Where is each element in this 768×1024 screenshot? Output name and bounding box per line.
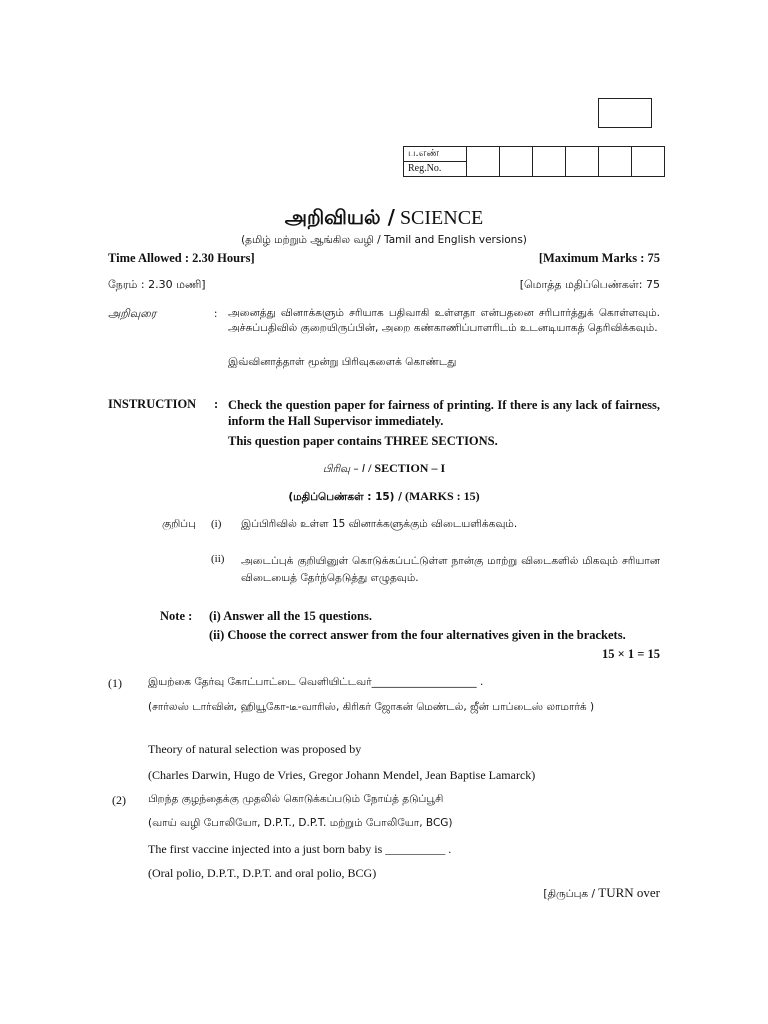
reg-digit-cell xyxy=(599,147,632,177)
instruction-label-english: INSTRUCTION xyxy=(108,397,197,411)
question-number: (1) xyxy=(108,676,122,690)
instruction-sections-english: This question paper contains THREE SECTIONS. xyxy=(228,434,498,448)
instruction-colon: : xyxy=(214,397,219,411)
question-tamil: இயற்கை தேர்வு கோட்பாட்டை வெளியிட்டவர்____________________ . xyxy=(148,676,484,688)
instruction-sections-tamil: இவ்வினாத்தாள் மூன்று பிரிவுகளைக் கொண்டது xyxy=(228,356,457,368)
reg-number-grid xyxy=(403,146,665,177)
section-title-english: / SECTION – I xyxy=(368,461,446,475)
score-formula: 15 × 1 = 15 xyxy=(602,647,660,661)
reg-digit-cell xyxy=(467,147,500,177)
reg-digit-cell xyxy=(500,147,533,177)
note-english-i: (i) Answer all the 15 questions. xyxy=(209,609,372,623)
instruction-label-tamil: அறிவுரை xyxy=(108,307,157,320)
turn-over-english: TURN over xyxy=(598,885,660,900)
title-tamil: அறிவியல் / xyxy=(284,205,395,229)
question-number: (2) xyxy=(112,793,126,807)
note-tamil-i-number: (i) xyxy=(211,518,222,530)
time-allowed: Time Allowed : 2.30 Hours] xyxy=(108,251,255,265)
reg-label-tamil: ப.எண் xyxy=(404,147,467,162)
question-options-tamil: (வாய் வழி போலியோ, D.P.T., D.P.T. மற்றும் போலியோ, BCG) xyxy=(148,817,453,829)
page-code-box xyxy=(598,98,652,128)
subtitle: (தமிழ் மற்றும் ஆங்கில வழி / Tamil and English versions) xyxy=(241,234,527,246)
instruction-text-english: Check the question paper for fairness of printing. If there is any lack of fairness, inform the Hall Supervisor immediately. xyxy=(228,398,660,428)
reg-digit-cell xyxy=(566,147,599,177)
section-marks-tamil: (மதிப்பெண்கள் : 15) / xyxy=(288,491,402,503)
question-english: The first vaccine injected into a just born baby is __________ . xyxy=(148,842,452,856)
reg-digit-cell xyxy=(533,147,566,177)
note-tamil-ii: அடைப்புக் குறியினுள் கொடுக்கப்பட்டுள்ள நான்கு மாற்று விடைகளில் மிகவும் சரியான விடையைத் தேர்ந்தெடுத்து எழுதவும். xyxy=(241,555,660,584)
time-tamil: நேரம் : 2.30 மணி] xyxy=(108,278,206,291)
section-heading xyxy=(0,461,768,476)
question-options-english: (Oral polio, D.P.T., D.P.T. and oral polio, BCG) xyxy=(148,866,377,880)
note-label-tamil: குறிப்பு xyxy=(162,518,196,530)
section-marks-english: (MARKS : 15) xyxy=(404,489,480,503)
note-english-ii: (ii) Choose the correct answer from the four alternatives given in the brackets. xyxy=(209,628,626,642)
instruction-text-tamil: அனைத்து வினாக்களும் சரியாக பதிவாகி உள்ளதா என்பதனை சரிபார்த்துக் கொள்ளவும். அச்சுப்பதிவில் குறையிருப்பின், அறை கண்காணிப்பாளரிடம் உடனடியாகத் தெரிவிக்கவும். xyxy=(228,307,660,334)
note-label-english: Note : xyxy=(160,609,193,623)
reg-label-english: Reg.No. xyxy=(404,162,467,177)
turn-over-tamil: [திருப்புக / xyxy=(543,888,595,900)
section-marks xyxy=(0,489,768,504)
max-marks: [Maximum Marks : 75 xyxy=(538,251,660,265)
turn-over xyxy=(543,885,660,901)
page-title xyxy=(0,205,768,232)
question-options-tamil: (சார்லஸ் டார்வின், ஹியூகோ-டீ-வாரிஸ், கிரிகர் ஜோகன் மெண்டல், ஜீன் பாப்டைஸ் லாமார்க் ) xyxy=(148,701,595,713)
reg-digit-cell xyxy=(632,147,665,177)
note-tamil-i: இப்பிரிவில் உள்ள 15 வினாக்களுக்கும் விடையளிக்கவும். xyxy=(241,518,518,530)
marks-tamil: [மொத்த மதிப்பெண்கள்: 75 xyxy=(519,278,660,291)
title-english: SCIENCE xyxy=(399,207,484,229)
instruction-colon: : xyxy=(214,306,218,320)
question-tamil: பிறந்த குழந்தைக்கு முதலில் கொடுக்கப்படும் நோய்த் தடுப்பூசி xyxy=(148,793,444,805)
section-title-tamil: பிரிவு – I xyxy=(322,463,366,475)
note-tamil-ii-number: (ii) xyxy=(211,553,225,565)
question-options-english: (Charles Darwin, Hugo de Vries, Gregor Johann Mendel, Jean Baptise Lamarck) xyxy=(148,768,536,782)
question-english: Theory of natural selection was proposed by xyxy=(148,742,362,756)
